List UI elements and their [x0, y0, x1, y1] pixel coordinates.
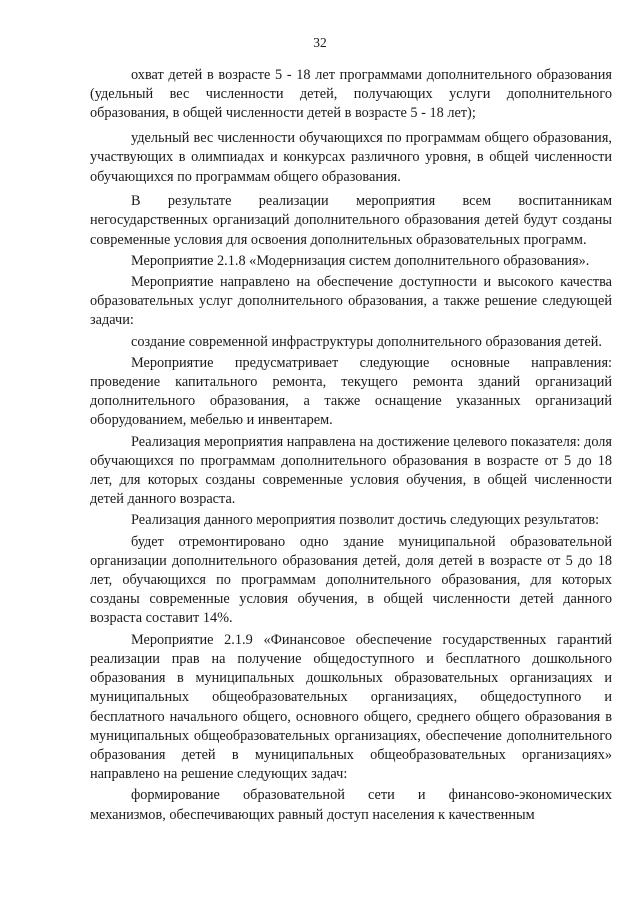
paragraph-7: Мероприятие предусматривает следующие основные направления: проведение капитального ремонта, текущего ремонта зданий организаций дополнительного образования, а также оснащение указанных организаций оборудованием, мебелью и инвентарем. [90, 354, 612, 429]
paragraph-1: охват детей в возрасте 5 - 18 лет программами дополнительного образования (удельный вес численности детей, получающих услуги дополнительного образования, в общей численности детей в возрасте 5 - 18 лет); [90, 67, 612, 122]
paragraph-12: формирование образовательной сети и финансово-экономических механизмов, обеспечивающих равный доступ населения к качественным [90, 787, 612, 823]
paragraph-3: В результате реализации мероприятия всем воспитанникам негосударственных организаций дополнительного образования детей будут созданы современные условия для освоения дополнительных образовательных программ. [90, 193, 612, 248]
paragraph-6: создание современной инфраструктуры дополнительного образования детей. [131, 333, 602, 350]
paragraph-5: Мероприятие направлено на обеспечение доступности и высокого качества образовательных услуг дополнительного образования, а также решение следующей задачи: [90, 274, 612, 329]
page-number: 32 [313, 35, 327, 50]
document-body [90, 66, 612, 827]
paragraph-9: Реализация данного мероприятия позволит достичь следующих результатов: [131, 512, 600, 529]
paragraph-11: Мероприятие 2.1.9 «Финансовое обеспечение государственных гарантий реализации прав на получение общедоступного и бесплатного дошкольного образования в муниципальных дошкольных образовательных организациях и муниципальных общеобразовательных организациях, общедоступного и бесплатного начального общего, основного общего, среднего общего образования в муниципальных общеобразовательных организациях, обеспечение дополнительного образования детей в муниципальных общеобразовательных организациях» направлено на решение следующих задач: [90, 631, 612, 783]
paragraph-4: Мероприятие 2.1.8 «Модернизация систем дополнительного образования». [131, 252, 590, 269]
paragraph-8: Реализация мероприятия направлена на достижение целевого показателя: доля обучающихся по программам дополнительного образования в возрасте от 5 до 18 лет, для которых созданы современные условия обучения, в общей численности детей данного возраста. [90, 433, 612, 508]
paragraph-10: будет отремонтировано одно здание муниципальной образовательной организации дополнительного образования детей, доля детей в возрасте от 5 до 18 лет, обучающихся по программам дополнительного образования, для которых созданы современные условия обучения, в общей численности детей данного возраста составит 14%. [90, 533, 612, 627]
paragraph-2: удельный вес численности обучающихся по программам общего образования, участвующих в олимпиадах и конкурсах различного уровня, в общей численности обучающихся по программам общего образования. [90, 130, 612, 185]
